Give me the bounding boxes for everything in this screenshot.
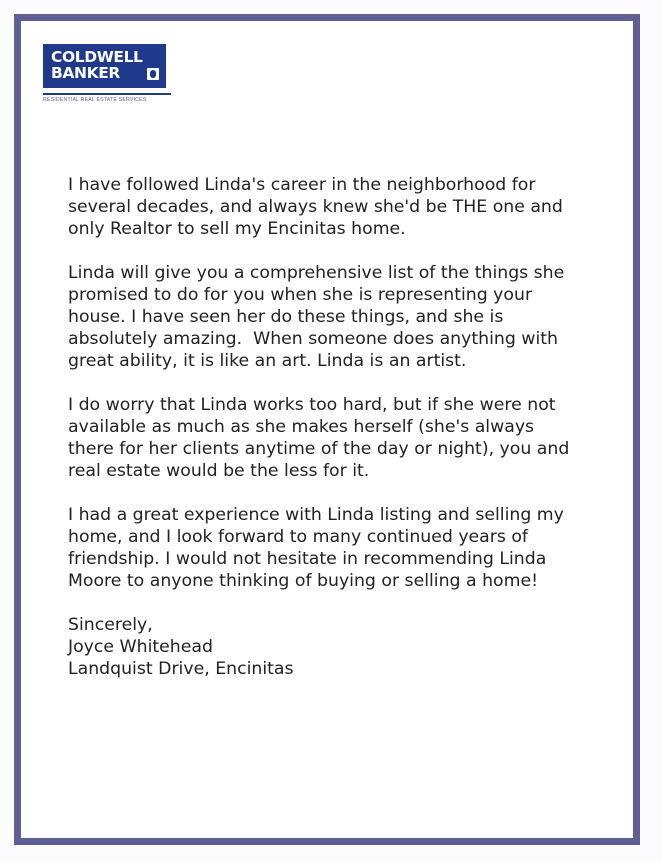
- text-line: I do worry that Linda works too hard, but if she were not: [68, 395, 556, 415]
- text-line: there for her clients anytime of the day or night), you and: [68, 439, 570, 459]
- logo-wordmark-line1: COLDWELL: [51, 48, 143, 66]
- text-line: promised to do for you when she is representing your: [68, 285, 533, 305]
- signer-name: Joyce Whitehead: [68, 637, 213, 657]
- text-line: available as much as she makes herself (she's always: [68, 417, 535, 437]
- text-line: friendship. I would not hesitate in recommending Linda: [68, 549, 547, 569]
- logo-badge: [43, 44, 166, 88]
- paragraph-3: [68, 394, 598, 482]
- closing: Sincerely,: [68, 615, 153, 635]
- letter-body: [68, 174, 598, 702]
- text-line: only Realtor to sell my Encinitas home.: [68, 219, 406, 239]
- signer-address: Landquist Drive, Encinitas: [68, 659, 294, 679]
- text-line: I have followed Linda's career in the neighborhood for: [68, 175, 536, 195]
- text-line: I had a great experience with Linda listing and selling my: [68, 505, 564, 525]
- text-line: Linda will give you a comprehensive list of the things she: [68, 263, 565, 283]
- logo-wordmark-line2: BANKER: [51, 64, 120, 82]
- text-line: absolutely amazing. When someone does anything with: [68, 329, 558, 349]
- logo-symbol-icon: [147, 68, 159, 80]
- text-line: home, and I look forward to many continued years of: [68, 527, 529, 547]
- text-line: great ability, it is like an art. Linda is an artist.: [68, 351, 467, 371]
- text-line: real estate would be the less for it.: [68, 461, 370, 481]
- company-logo: [43, 44, 171, 103]
- logo-tagline: RESIDENTIAL REAL ESTATE SERVICES: [43, 96, 147, 103]
- paragraph-4: [68, 504, 598, 592]
- logo-divider: [43, 93, 171, 95]
- signature-block: [68, 614, 598, 680]
- paragraph-1: [68, 174, 598, 240]
- text-line: Moore to anyone thinking of buying or selling a home!: [68, 571, 539, 591]
- text-line: house. I have seen her do these things, and she is: [68, 307, 504, 327]
- paragraph-2: [68, 262, 598, 372]
- text-line: several decades, and always knew she'd be THE one and: [68, 197, 563, 217]
